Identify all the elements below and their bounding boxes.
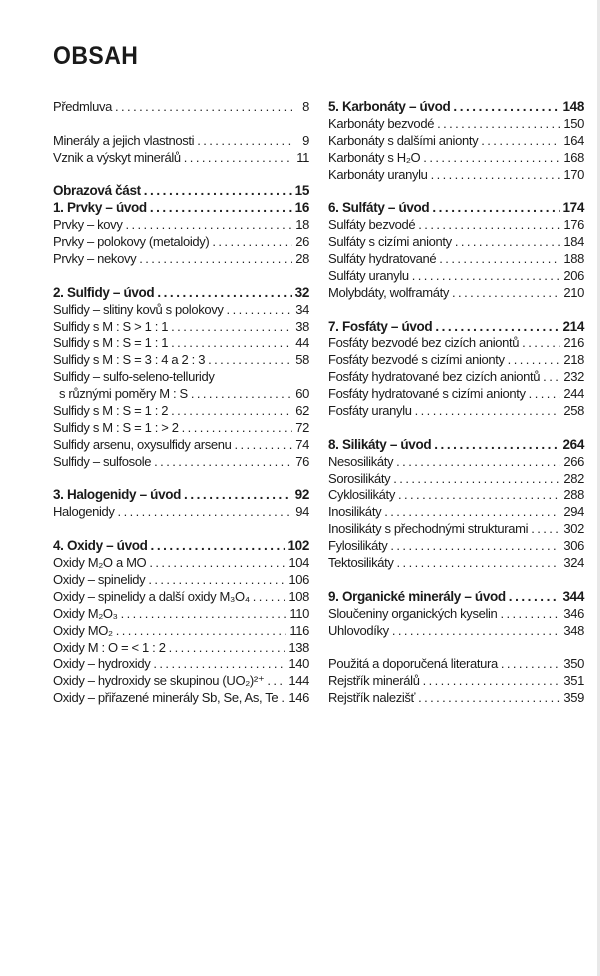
dot-leader xyxy=(543,369,560,386)
toc-entry xyxy=(328,623,584,640)
toc-group xyxy=(328,589,584,640)
page-number: 288 xyxy=(563,487,584,503)
toc-chapter-entry xyxy=(53,183,309,200)
toc-entry xyxy=(328,335,584,352)
dot-leader xyxy=(423,150,560,167)
page-number: 11 xyxy=(296,149,309,165)
toc-entry xyxy=(53,150,309,167)
entry-title: Předmluva xyxy=(53,99,112,114)
entry-title: Fosfáty hydratované bez cizích aniontů xyxy=(328,369,541,385)
entry-title: Sulfáty bezvodé xyxy=(328,217,416,233)
dot-leader xyxy=(437,116,560,133)
entry-title: Sloučeniny organických kyselin xyxy=(328,605,498,621)
entry-title: Karbonáty s dalšími anionty xyxy=(328,132,479,148)
page-number: 302 xyxy=(563,521,584,537)
page-number: 44 xyxy=(295,335,309,351)
dot-leader xyxy=(529,386,561,403)
page-number: 282 xyxy=(563,470,584,486)
entry-title: 1. Prvky – úvod xyxy=(53,200,147,216)
dot-leader xyxy=(481,133,560,150)
page-number: 176 xyxy=(563,217,584,233)
dot-leader xyxy=(151,538,285,555)
entry-title: Sulfidy s M : S = 1 : 1 xyxy=(53,335,169,351)
toc-entry xyxy=(53,319,309,336)
toc-chapter-entry xyxy=(328,589,584,606)
entry-title: 9. Organické minerály – úvod xyxy=(328,588,506,604)
entry-title: Sulfáty hydratované xyxy=(328,251,437,267)
dot-leader xyxy=(235,437,293,454)
page-number: 15 xyxy=(294,183,309,199)
toc-entry xyxy=(53,623,309,640)
dot-leader xyxy=(116,623,287,640)
dot-leader xyxy=(418,690,560,707)
page-number: 8 xyxy=(302,99,309,114)
toc-entry xyxy=(53,572,309,589)
dot-leader xyxy=(253,589,286,606)
toc-entry xyxy=(328,268,584,285)
dot-leader xyxy=(423,673,561,690)
dot-leader xyxy=(281,690,285,707)
entry-title: Uhlovodíky xyxy=(328,622,389,638)
entry-title: 2. Sulfidy – úvod xyxy=(53,284,155,300)
toc-entry xyxy=(328,538,584,555)
dot-leader xyxy=(397,555,561,572)
entry-title: Sulfidy – slitiny kovů s polokovy xyxy=(53,301,224,317)
dot-leader xyxy=(522,335,560,352)
dot-leader xyxy=(393,471,560,488)
toc-group xyxy=(53,133,309,167)
toc-left-column xyxy=(53,99,309,724)
dot-leader xyxy=(184,150,292,167)
toc-entry xyxy=(328,234,584,251)
toc-entry xyxy=(328,386,584,403)
entry-title: Sulfidy arsenu, oxysulfidy arsenu xyxy=(53,436,232,452)
dot-leader xyxy=(197,133,292,150)
entry-title: Oxidy M₂O₃ xyxy=(53,605,118,621)
dot-leader xyxy=(431,167,561,184)
entry-title: Obrazová část xyxy=(53,183,141,199)
entry-title: 5. Karbonáty – úvod xyxy=(328,99,451,114)
page-number: 102 xyxy=(287,538,309,554)
toc-group xyxy=(328,437,584,572)
entry-title: Karbonáty s H₂O xyxy=(328,149,421,165)
page-number: 76 xyxy=(295,453,309,469)
toc-entry xyxy=(53,640,309,657)
page-number: 359 xyxy=(563,690,584,706)
toc-entry xyxy=(53,673,309,690)
toc-entry xyxy=(328,133,584,150)
toc-chapter-entry xyxy=(53,200,309,217)
page-number: 150 xyxy=(563,115,584,131)
toc-chapter-entry xyxy=(328,99,584,116)
toc-entry xyxy=(328,673,584,690)
page-number: 346 xyxy=(563,605,584,621)
page-number: 38 xyxy=(295,318,309,334)
dot-leader xyxy=(418,217,560,234)
toc-chapter-entry xyxy=(328,200,584,217)
entry-title: Sulfidy s M : S = 1 : 2 xyxy=(53,403,169,419)
dot-leader xyxy=(184,487,292,504)
dot-leader xyxy=(508,352,561,369)
toc-entry xyxy=(53,302,309,319)
toc-entry xyxy=(53,555,309,572)
dot-leader xyxy=(118,504,292,521)
entry-title: Cyklosilikáty xyxy=(328,487,395,503)
dot-leader xyxy=(182,420,292,437)
page-number: 144 xyxy=(288,673,309,689)
page-number: 164 xyxy=(563,132,584,148)
toc-group xyxy=(328,319,584,420)
entry-title: Fosfáty bezvodé s cizími anionty xyxy=(328,352,505,368)
toc-entry xyxy=(53,504,309,521)
toc-entry xyxy=(53,99,309,116)
entry-title: Rejstřík minerálů xyxy=(328,673,420,689)
page-number: 258 xyxy=(563,403,584,419)
dot-leader xyxy=(171,319,292,336)
dot-leader xyxy=(392,623,561,640)
entry-title: Sulfidy s M : S = 1 : > 2 xyxy=(53,419,179,435)
page-number: 9 xyxy=(302,132,309,148)
page-number: 232 xyxy=(563,369,584,385)
entry-title: Oxidy – hydroxidy se skupinou (UO₂)²⁺ xyxy=(53,673,265,689)
page-number: 18 xyxy=(295,217,309,233)
page-number: 138 xyxy=(288,639,309,655)
dot-leader xyxy=(121,606,287,623)
page-number: 94 xyxy=(295,504,309,520)
toc-entry xyxy=(53,386,309,403)
entry-title: Oxidy – spinelidy a další oxidy M₃O₄ xyxy=(53,588,250,604)
toc-entry xyxy=(328,606,584,623)
dot-leader xyxy=(171,335,292,352)
entry-title: Prvky – nekovy xyxy=(53,251,137,267)
toc-entry xyxy=(53,352,309,369)
dot-leader xyxy=(500,606,560,623)
page-number: 174 xyxy=(562,200,584,216)
entry-title: Oxidy MO₂ xyxy=(53,622,113,638)
dot-leader xyxy=(150,200,292,217)
toc-entry xyxy=(328,150,584,167)
toc-chapter-entry xyxy=(53,538,309,555)
toc-right-column xyxy=(328,99,584,724)
entry-title: 3. Halogenidy – úvod xyxy=(53,487,182,503)
page-number: 92 xyxy=(294,487,309,503)
toc-group xyxy=(53,285,309,471)
entry-title: Oxidy M₂O a MO xyxy=(53,555,147,571)
dot-leader xyxy=(398,487,560,504)
entry-title: Tektosilikáty xyxy=(328,555,394,571)
page-number: 140 xyxy=(288,656,309,672)
dot-leader xyxy=(212,234,292,251)
dot-leader xyxy=(384,504,560,521)
toc-entry xyxy=(53,251,309,268)
page-number: 210 xyxy=(563,284,584,300)
toc-chapter-entry xyxy=(53,285,309,302)
toc-entry xyxy=(328,167,584,184)
dot-leader xyxy=(396,454,560,471)
entry-title: Oxidy – přiřazené minerály Sb, Se, As, Te xyxy=(53,690,279,706)
toc-group xyxy=(53,538,309,707)
page-number: 74 xyxy=(295,436,309,452)
toc-entry xyxy=(328,521,584,538)
toc-entry xyxy=(53,606,309,623)
toc-entry xyxy=(328,487,584,504)
toc-entry xyxy=(53,403,309,420)
toc-entry xyxy=(53,234,309,251)
entry-title: 8. Silikáty – úvod xyxy=(328,436,432,452)
page-number: 34 xyxy=(295,301,309,317)
toc-entry xyxy=(328,690,584,707)
entry-title: Použitá a doporučená literatura xyxy=(328,656,498,672)
entry-title: Sulfáty s cizími anionty xyxy=(328,234,452,250)
entry-title: Karbonáty uranylu xyxy=(328,166,428,182)
dot-leader xyxy=(139,251,292,268)
page-number: 188 xyxy=(563,251,584,267)
page-number: 28 xyxy=(295,251,309,267)
toc-entry xyxy=(328,471,584,488)
dot-leader xyxy=(115,99,292,116)
page-number: 32 xyxy=(294,284,309,300)
toc-entry xyxy=(53,437,309,454)
toc-group xyxy=(53,99,309,116)
dot-leader xyxy=(453,99,559,116)
entry-title: Oxidy – hydroxidy xyxy=(53,656,151,672)
page-number: 58 xyxy=(295,352,309,368)
toc-entry xyxy=(53,369,309,386)
entry-title: Fosfáty bezvodé bez cizích aniontů xyxy=(328,335,520,351)
toc-entry xyxy=(328,504,584,521)
page-number: 106 xyxy=(288,571,309,587)
toc-entry xyxy=(328,352,584,369)
page-number: 216 xyxy=(563,335,584,351)
entry-title: Sulfáty uranylu xyxy=(328,267,409,283)
entry-title: Rejstřík nalezišť xyxy=(328,690,416,706)
page-number: 206 xyxy=(563,267,584,283)
entry-title: Sulfidy s M : S = 3 : 4 a 2 : 3 xyxy=(53,352,206,368)
toc-entry xyxy=(53,656,309,673)
page-number: 168 xyxy=(563,149,584,165)
dot-leader xyxy=(452,285,560,302)
toc-entry xyxy=(53,420,309,437)
page-number: 306 xyxy=(563,538,584,554)
toc-chapter-entry xyxy=(53,487,309,504)
entry-title: Vznik a výskyt minerálů xyxy=(53,149,181,165)
entry-title: Sulfidy s M : S > 1 : 1 xyxy=(53,318,169,334)
dot-leader xyxy=(125,217,292,234)
toc-entry xyxy=(53,454,309,471)
toc-group xyxy=(328,200,584,301)
dot-leader xyxy=(208,352,292,369)
dot-leader xyxy=(227,302,292,319)
entry-title: Fosfáty uranylu xyxy=(328,403,412,419)
toc-entry xyxy=(328,555,584,572)
entry-title: Fylosilikáty xyxy=(328,538,388,554)
entry-title: Sulfidy – sulfosole xyxy=(53,453,152,469)
toc-group xyxy=(53,183,309,267)
toc-entry xyxy=(328,454,584,471)
page-number: 62 xyxy=(295,403,309,419)
dot-leader xyxy=(154,454,292,471)
entry-title: Sulfidy – sulfo-seleno-telluridy xyxy=(53,369,215,385)
page-number: 266 xyxy=(563,453,584,469)
dot-leader xyxy=(267,673,285,690)
page-number: 104 xyxy=(288,555,309,571)
dot-leader xyxy=(171,403,292,420)
toc-entry xyxy=(328,116,584,133)
page-title: OBSAH xyxy=(53,42,139,70)
page-number: 218 xyxy=(563,352,584,368)
page-number: 26 xyxy=(295,234,309,250)
toc-entry xyxy=(53,217,309,234)
page-number: 264 xyxy=(562,436,584,452)
page-number: 350 xyxy=(563,656,584,672)
dot-leader xyxy=(415,403,561,420)
dot-leader xyxy=(149,555,285,572)
toc-entry xyxy=(328,285,584,302)
toc-entry xyxy=(53,335,309,352)
entry-title: Karbonáty bezvodé xyxy=(328,115,435,131)
dot-leader xyxy=(390,538,560,555)
dot-leader xyxy=(144,183,292,200)
page-number: 72 xyxy=(295,419,309,435)
dot-leader xyxy=(434,437,559,454)
toc-entry xyxy=(53,690,309,707)
dot-leader xyxy=(153,656,285,673)
entry-title: Oxidy M : O = < 1 : 2 xyxy=(53,639,166,655)
toc-entry xyxy=(53,133,309,150)
entry-title: Prvky – polokovy (metaloidy) xyxy=(53,234,210,250)
dot-leader xyxy=(531,521,560,538)
entry-title: Oxidy – spinelidy xyxy=(53,571,146,587)
toc-chapter-entry xyxy=(328,319,584,336)
toc-group xyxy=(328,656,584,707)
entry-title: s různými poměry M : S xyxy=(59,386,188,402)
dot-leader xyxy=(501,656,561,673)
dot-leader xyxy=(157,285,291,302)
dot-leader xyxy=(455,234,561,251)
entry-title: Nesosilikáty xyxy=(328,453,394,469)
page-number: 170 xyxy=(563,166,584,182)
toc-entry xyxy=(328,369,584,386)
toc-entry xyxy=(328,251,584,268)
page-number: 294 xyxy=(563,504,584,520)
toc-group xyxy=(328,99,584,183)
toc-entry xyxy=(328,403,584,420)
page-number: 16 xyxy=(294,200,309,216)
dot-leader xyxy=(191,386,292,403)
page-number: 214 xyxy=(562,318,584,334)
entry-title: Inosilikáty s přechodnými strukturami xyxy=(328,521,529,537)
entry-title: 7. Fosfáty – úvod xyxy=(328,318,433,334)
dot-leader xyxy=(412,268,561,285)
dot-leader xyxy=(148,572,285,589)
dot-leader xyxy=(432,200,559,217)
page-number: 60 xyxy=(295,386,309,402)
page-number: 110 xyxy=(289,605,309,621)
page-number: 351 xyxy=(563,673,584,689)
dot-leader xyxy=(435,319,559,336)
entry-title: Sorosilikáty xyxy=(328,470,391,486)
page-number: 108 xyxy=(288,588,309,604)
entry-title: 6. Sulfáty – úvod xyxy=(328,200,430,216)
entry-title: Fosfáty hydratované s cizími anionty xyxy=(328,386,526,402)
dot-leader xyxy=(169,640,286,657)
page-number: 148 xyxy=(562,99,584,114)
page-number: 184 xyxy=(563,234,584,250)
page-number: 244 xyxy=(563,386,584,402)
dot-leader xyxy=(509,589,560,606)
page-number: 116 xyxy=(289,622,309,638)
page-number: 324 xyxy=(563,555,584,571)
dot-leader xyxy=(439,251,560,268)
toc-entry xyxy=(328,656,584,673)
page-number: 146 xyxy=(288,690,309,706)
entry-title: Prvky – kovy xyxy=(53,217,123,233)
toc-entry xyxy=(328,217,584,234)
page-number: 348 xyxy=(563,622,584,638)
entry-title: Halogenidy xyxy=(53,504,115,520)
entry-title: 4. Oxidy – úvod xyxy=(53,538,148,554)
toc-chapter-entry xyxy=(328,437,584,454)
page-number: 344 xyxy=(562,588,584,604)
toc-group xyxy=(53,487,309,521)
toc-entry xyxy=(53,589,309,606)
entry-title: Inosilikáty xyxy=(328,504,382,520)
entry-title: Minerály a jejich vlastnosti xyxy=(53,132,195,148)
entry-title: Molybdáty, wolframáty xyxy=(328,284,450,300)
